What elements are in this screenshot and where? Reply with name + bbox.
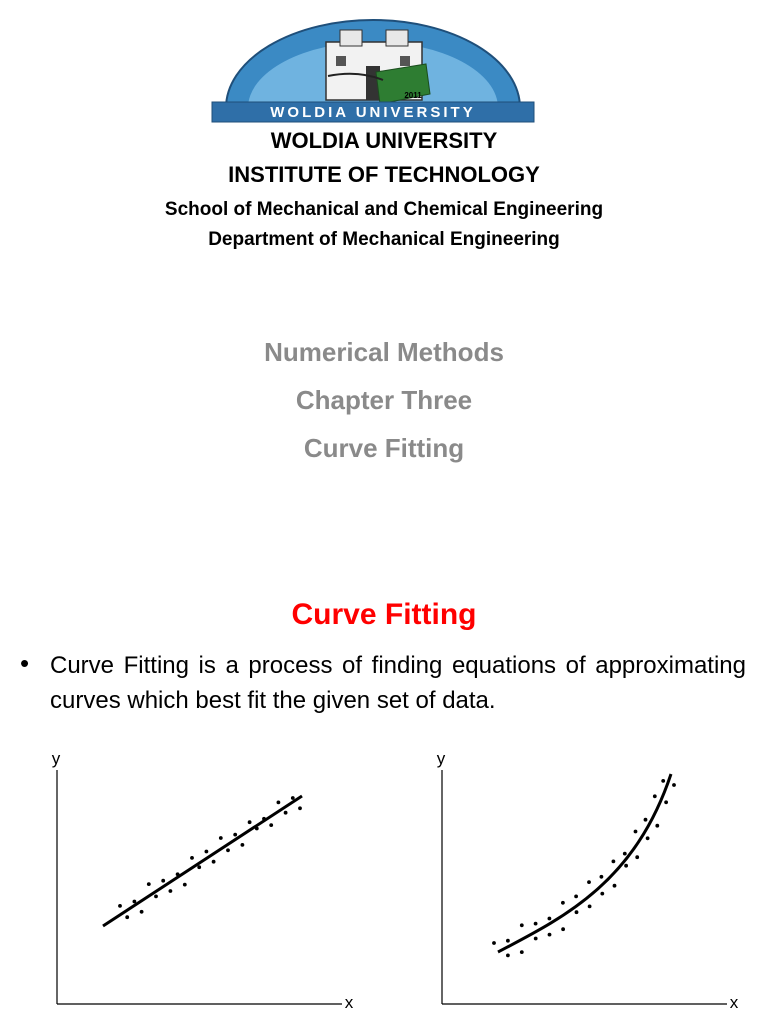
- university-logo: [208, 16, 538, 124]
- bullet-text: Curve Fitting is a process of finding equations of approximating curves which best fit the given set of data.: [50, 652, 746, 714]
- data-points: [492, 779, 676, 957]
- logo-year: 2011: [404, 91, 422, 100]
- data-point: [506, 954, 510, 958]
- data-point: [233, 833, 237, 837]
- data-point: [646, 836, 650, 840]
- data-point: [169, 889, 173, 893]
- school-name: School of Mechanical and Chemical Engineering: [164, 199, 604, 220]
- data-point: [624, 864, 628, 868]
- chapter-title: Chapter Three: [295, 385, 473, 415]
- data-point: [183, 883, 187, 887]
- data-point: [269, 823, 273, 827]
- data-point: [534, 922, 538, 926]
- data-point: [587, 880, 591, 884]
- bullet-icon: •: [20, 648, 30, 678]
- data-point: [612, 860, 616, 864]
- data-point: [520, 923, 524, 927]
- data-point: [262, 817, 266, 821]
- data-point: [561, 901, 565, 905]
- data-point: [219, 836, 223, 840]
- data-point: [241, 843, 245, 847]
- data-point: [212, 860, 216, 864]
- data-point: [600, 892, 604, 896]
- fit-line: [103, 796, 302, 926]
- data-point: [664, 800, 668, 804]
- data-point: [548, 933, 552, 937]
- data-point: [644, 818, 648, 822]
- x-axis-label: x: [344, 993, 354, 1012]
- data-point: [661, 779, 665, 783]
- data-point: [655, 824, 659, 828]
- data-point: [298, 806, 302, 810]
- data-point: [506, 939, 510, 943]
- chapter-topic: Curve Fitting: [303, 433, 465, 463]
- institute-name: INSTITUTE OF TECHNOLOGY: [228, 162, 540, 187]
- data-point: [653, 794, 657, 798]
- data-point: [226, 848, 230, 852]
- data-point: [534, 937, 538, 941]
- linear-fit-figure: [30, 742, 370, 1017]
- data-point: [190, 856, 194, 860]
- data-point: [588, 905, 592, 909]
- data-point: [672, 783, 676, 787]
- fit-curve: [498, 774, 671, 952]
- data-point: [161, 879, 165, 883]
- logo-banner-text: WOLDIA UNIVERSITY: [270, 104, 476, 121]
- university-name: WOLDIA UNIVERSITY: [270, 128, 498, 153]
- section-heading: Curve Fitting: [291, 598, 477, 631]
- data-point: [291, 796, 295, 800]
- data-point: [205, 850, 209, 854]
- curve-fit-figure: [415, 742, 755, 1017]
- data-point: [147, 882, 151, 886]
- data-point: [140, 910, 144, 914]
- data-point: [125, 915, 129, 919]
- data-point: [613, 884, 617, 888]
- data-point: [600, 875, 604, 879]
- data-point: [284, 811, 288, 815]
- data-point: [575, 910, 579, 914]
- data-point: [197, 865, 201, 869]
- data-point: [154, 895, 158, 899]
- data-point: [248, 820, 252, 824]
- data-point: [176, 872, 180, 876]
- y-axis-label: y: [51, 749, 61, 768]
- data-point: [561, 927, 565, 931]
- data-point: [574, 895, 578, 899]
- department-name: Department of Mechanical Engineering: [208, 229, 560, 250]
- y-axis-label: y: [436, 749, 446, 768]
- course-title: Numerical Methods: [264, 337, 504, 367]
- data-point: [634, 830, 638, 834]
- data-point: [277, 801, 281, 805]
- data-point: [133, 900, 137, 904]
- data-point: [255, 827, 259, 831]
- data-point: [635, 855, 639, 859]
- data-point: [548, 917, 552, 921]
- data-point: [492, 941, 496, 945]
- data-point: [623, 852, 627, 856]
- data-point: [520, 950, 524, 954]
- data-point: [118, 904, 122, 908]
- x-axis-label: x: [729, 993, 739, 1012]
